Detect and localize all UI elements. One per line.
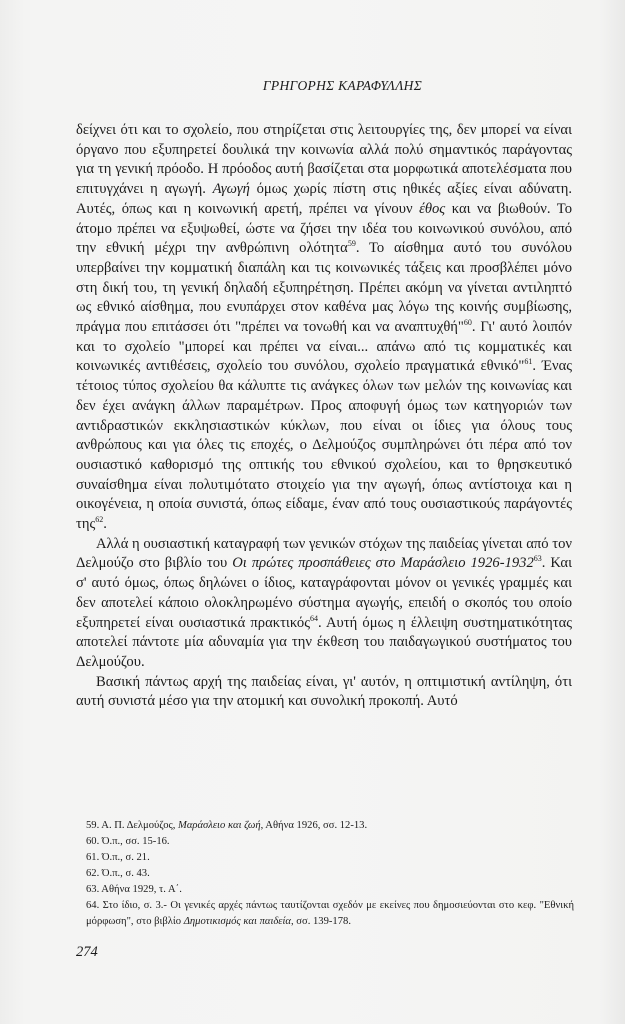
footnote-61: 61. Ό.π., σ. 21. xyxy=(86,852,150,863)
footnotes xyxy=(86,818,574,930)
text-run: , σσ. 139-178. xyxy=(291,916,351,927)
book-title: Δημοτικισμός και παιδεία xyxy=(183,916,291,927)
running-head: ΓΡΗΓΟΡΗΣ ΚΑΡΑΦΥΛΛΗΣ xyxy=(262,78,423,93)
footnote-ref-60: 60 xyxy=(463,318,472,328)
footnote-ref-62: 62 xyxy=(95,515,104,525)
paragraph-3: Βασική πάντως αρχή της παιδείας είναι, γι' αυτόν, η οπτιμιστική αντίληψη, ότι αυτή συνιστά μέσο για την ατομική και συνολική προκοπή. Αυτό xyxy=(76,673,572,710)
text-run: Αλλά η ουσιαστική καταγραφή των γενικών στόχων της παιδείας γίνεται από τον Δελμούζο στο βιβλίο του xyxy=(76,535,572,572)
text-run: δείχνει ότι και το σχολείο, που στηρίζεται στις λειτουργίες της, δεν μπορεί να είναι όργανο που εξυπηρετεί δουλικά την κοινωνία αλλά πολύ σημαντικός παράγοντας για τη γενική πρόοδο. Η πρόοδος αυτή βασίζεται στα μορφωτικά αποτελέσματα που επιτυγχάνει η αγωγή. xyxy=(76,122,572,198)
book-title: Οι πρώτες προσπάθειες στο Μαράσλειο 1926-1932 xyxy=(232,555,534,572)
text-run: . Αυτή όμως η έλλειψη συστηματικότητας αποτελεί πάντοτε μία αδυναμία για την έκθεση του παιδαγωγικού συστήματος του Δελμούζου. xyxy=(76,614,572,670)
italic-term: Αγωγή xyxy=(212,181,250,198)
text-run: , Αθήνα 1926, σσ. 12-13. xyxy=(260,820,368,831)
main-text xyxy=(76,121,572,712)
footnote-ref-64: 64 xyxy=(309,613,318,623)
text-run: . Και σ' αυτό όμως, όπως δηλώνει ο ίδιος, καταγράφονται μόνον οι γενικές γραμμές και δεν αποτελεί κάποιο ολοκληρωμένο σύστημα αγωγής, επειδή ο σκοπός του οποίο εξυπηρετεί είναι ουσιαστικά πρακτικός xyxy=(76,555,572,631)
italic-term: έθος xyxy=(419,200,446,217)
footnote-63: 63. Αθήνα 1929, τ. Α΄. xyxy=(86,884,182,895)
footnote-ref-59: 59 xyxy=(347,239,356,249)
footnote-62: 62. Ό.π., σ. 43. xyxy=(86,868,150,879)
text-run: . Γι' αυτό λοιπόν και το σχολείο "μπορεί και πρέπει να είναι... απάνω από τις κομματικές και κοινωνικές αντιθέσεις, σχολείο του συνόλου, σχολείο πραγματικά εθνικό" xyxy=(76,319,573,375)
book-title: Μαράσλειο και ζωή xyxy=(178,820,261,831)
footnote-ref-63: 63 xyxy=(533,554,542,564)
text-run: . Ένας τέτοιος τύπος σχολείου θα κάλυπτε τις ανάγκες όλων των μελών της κοινωνίας και δεν έχει ανάγκη άλλων παραμέτρων. Προς αποφυγή όμως των κατηγοριών των αντιδραστικών εκκλησιαστικών κύκλων, που είναι οι ίδιες για όλους τους ανθρώπους και για όλες τις εποχές, ο Δελμούζος συμπληρώνει ότι πέρα από τον ουσιαστικό καθορισμό της οπτικής του εθνικού σχολείου, και το θρησκευτικό συναίσθημα είναι πολυτιμότατο στοιχείο για την αγωγή, όπως αντίστοιχα και η οικογένεια, η οποία συνιστά, όπως είδαμε, έναν από τους ουσιαστικούς παράγοντές της xyxy=(76,358,573,533)
text-run: 59. Α. Π. Δελμούζος, xyxy=(86,820,179,831)
footnote-60: 60. Ό.π., σσ. 15-16. xyxy=(86,836,170,847)
footnote-ref-61: 61 xyxy=(524,357,533,367)
text-run: όμως χωρίς πίστη στις ηθικές αξίες είναι αδύνατη. Αυτές, όπως και η κοινωνική αρετή, πρέπει να γίνουν xyxy=(76,181,572,217)
paragraph-2 xyxy=(76,535,572,673)
text-run: 64. Στο ίδιο, σ. 3.- Οι γενικές αρχές πάντως ταυτίζονται σχεδόν με εκείνες που δημοσιεύονται στο κεφ. "Εθνική μόρφωση", στο βιβλίο xyxy=(86,900,574,927)
page-number: 274 xyxy=(76,944,98,960)
footnote-59 xyxy=(86,818,574,834)
footnote-64 xyxy=(86,898,574,930)
text-run: . Το αίσθημα αυτό του συνόλου υπερβαίνει την κομματική διαπάλη και τις κοινωνικές τάξεις και προσβλέπει μόνο στη δική του, τη γενική δηλαδή εξυπηρέτηση. Πρέπει ακόμη να γίνεται αντιληπτό ως εθνικό αίσθημα, που ενυπάρχει στον καθένα μας λόγω της κοινής συμβίωσης, πράγμα που επιτάσσει ότι "πρέπει να τονωθή και να αναπτυχθή" xyxy=(76,240,572,336)
text-run: . xyxy=(103,516,107,533)
paragraph-1 xyxy=(76,121,572,535)
text-run: και να βιωθούν. Το άτομο πρέπει να εξυψωθεί, ώστε να ζήσει την ιδέα του κοινωνικού συνόλου, από την εθνική μέχρι την ανθρώπινη ολότητα xyxy=(76,200,573,257)
